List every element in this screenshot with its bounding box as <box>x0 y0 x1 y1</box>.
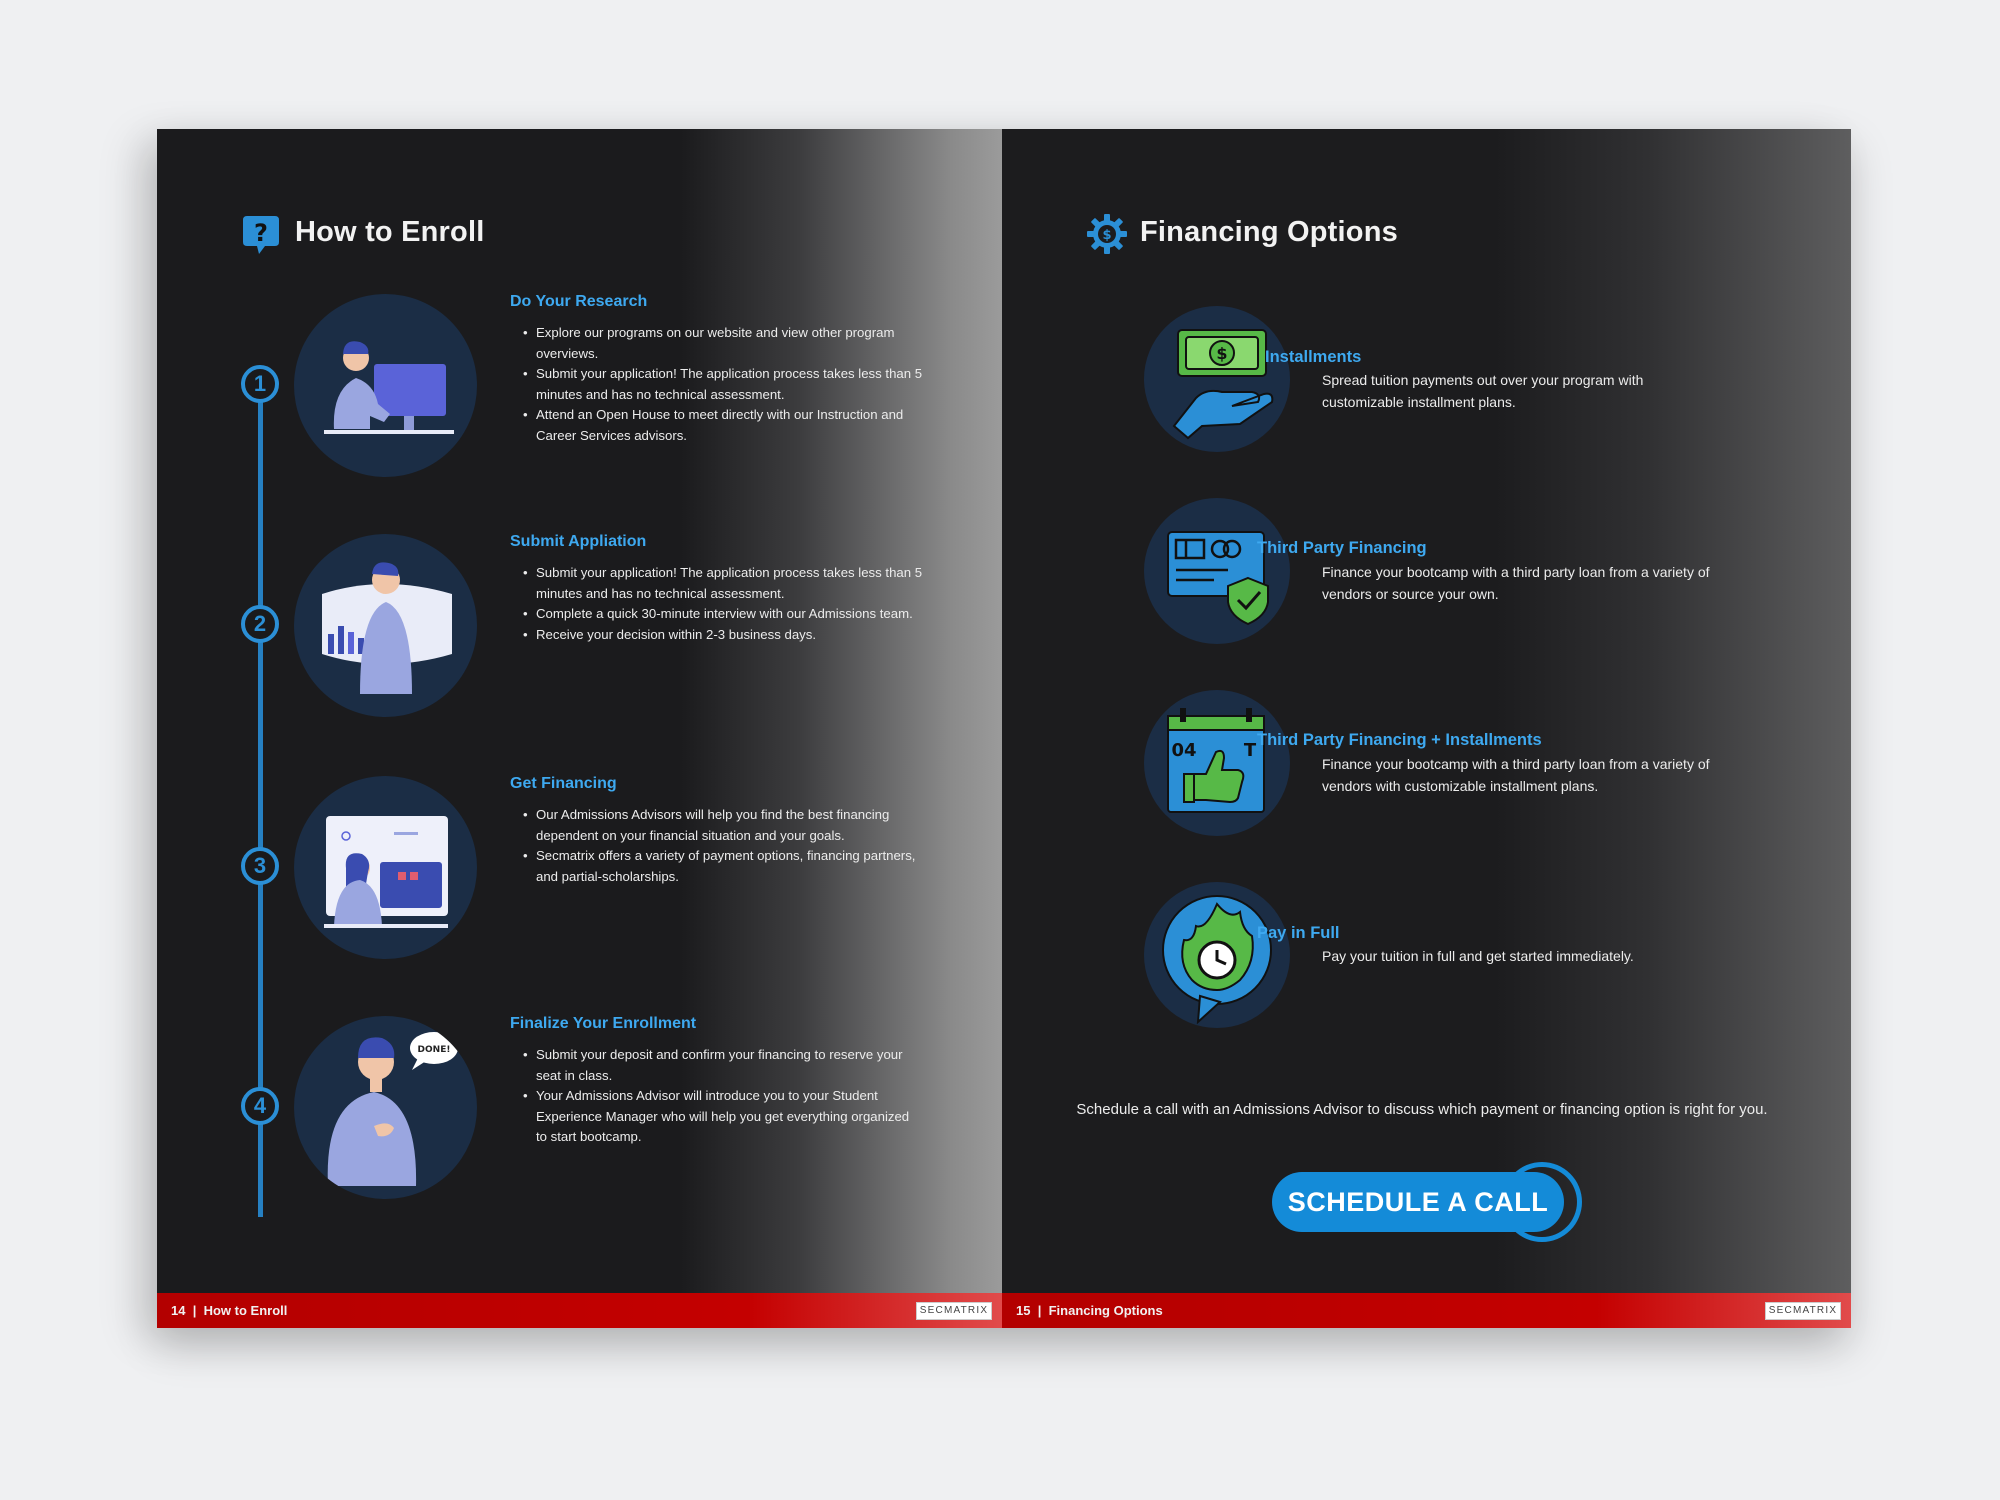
footer-label <box>171 1303 287 1318</box>
page-title: How to Enroll <box>295 216 485 248</box>
option-1-title: Installments <box>1265 348 1362 366</box>
step-3-title: Get Financing <box>510 775 617 792</box>
option-1-desc: Spread tuition payments out over your program with customizable installment plans. <box>1322 372 1644 410</box>
list-item: • Our Admissions Advisors will help you find the best financing dependent on your financial situation and your goals. <box>523 805 923 846</box>
pay-in-full-icon-circle <box>1144 882 1290 1028</box>
footer-separator: | <box>189 1303 200 1318</box>
schedule-call-button[interactable]: SCHEDULE A CALL <box>1272 1172 1564 1232</box>
step-2-title: Submit Appliation <box>510 533 647 550</box>
svg-text:T: T <box>1243 740 1257 761</box>
list-item: • Submit your application! The application process takes less than 5 minutes and has no technical assessment. <box>523 364 923 405</box>
list-item: • Submit your deposit and confirm your financing to reserve your seat in class. <box>523 1045 923 1086</box>
list-item: • Complete a quick 30-minute interview with our Admissions team. <box>523 604 923 625</box>
third-party-icon-circle <box>1144 498 1290 644</box>
list-item: • Explore our programs on our website and view other program overviews. <box>523 323 923 364</box>
calendar-day: 04 <box>1171 740 1197 761</box>
step-number-1: 1 <box>241 365 279 403</box>
footer-separator: | <box>1034 1303 1045 1318</box>
secmatrix-logo: SECMATRIX <box>1765 1302 1841 1320</box>
list-item: • Your Admissions Advisor will introduce you to your Student Experience Manager who will help you get everything organized to start bootcamp. <box>523 1086 923 1148</box>
page-number: 15 <box>1016 1303 1031 1318</box>
speech-bubble-text: DONE! <box>417 1045 451 1055</box>
step-4-bullets <box>523 1045 923 1148</box>
step-number-3: 3 <box>241 847 279 885</box>
footer-section: How to Enroll <box>203 1303 288 1318</box>
page-how-to-enroll <box>157 129 1002 1328</box>
step-1-illustration <box>294 294 477 477</box>
step-1-title: Do Your Research <box>510 293 648 310</box>
svg-text:$: $ <box>1102 228 1112 243</box>
step-2-bullets <box>523 563 923 645</box>
svg-text:$: $ <box>1216 344 1228 363</box>
step-1-bullets <box>523 323 923 446</box>
step-number-2: 2 <box>241 605 279 643</box>
option-3-title: Third Party Financing + Installments <box>1257 731 1542 749</box>
list-item: • Attend an Open House to meet directly with our Instruction and Career Services advisors. <box>523 405 923 446</box>
step-2-illustration <box>294 534 477 717</box>
footer-label <box>1016 1303 1163 1318</box>
step-number-4: 4 <box>241 1087 279 1125</box>
page-footer <box>1002 1293 1851 1328</box>
page-financing-options <box>1002 129 1851 1328</box>
option-4-title: Pay in Full <box>1257 924 1340 942</box>
page-number: 14 <box>171 1303 186 1318</box>
question-bubble-icon <box>241 214 281 256</box>
step-4-title: Finalize Your Enrollment <box>510 1015 697 1032</box>
list-item: • Secmatrix offers a variety of payment options, financing partners, and partial-scholarships. <box>523 846 923 887</box>
third-party-installments-icon-circle <box>1144 690 1290 836</box>
list-item: • Receive your decision within 2-3 business days. <box>523 625 923 646</box>
flame-clock-icon <box>1144 882 1290 1028</box>
brochure-spread <box>157 129 1851 1328</box>
option-2-desc: Finance your bootcamp with a third party loan from a variety of vendors or source your own. <box>1322 564 1710 602</box>
footer-section: Financing Options <box>1048 1303 1163 1318</box>
money-hand-icon <box>1144 306 1290 452</box>
installments-icon-circle <box>1144 306 1290 452</box>
step-4-illustration <box>294 1016 477 1199</box>
option-3-desc: Finance your bootcamp with a third party loan from a variety of vendors with customizable installment plans. <box>1322 756 1710 794</box>
calendar-thumbs-up-icon <box>1144 690 1290 836</box>
credit-card-shield-icon <box>1144 498 1290 644</box>
dollar-gear-icon <box>1086 213 1128 255</box>
option-2-title: Third Party Financing <box>1257 539 1427 557</box>
cta-description: Schedule a call with an Admissions Advisor to discuss which payment or financing option is right for you. <box>1076 1101 1768 1118</box>
page-title: Financing Options <box>1140 216 1398 248</box>
step-3-illustration <box>294 776 477 959</box>
option-4-desc: Pay your tuition in full and get started immediately. <box>1322 948 1634 964</box>
page-footer <box>157 1293 1002 1328</box>
secmatrix-logo: SECMATRIX <box>916 1302 992 1320</box>
list-item: • Submit your application! The application process takes less than 5 minutes and has no technical assessment. <box>523 563 923 604</box>
svg-text:?: ? <box>254 219 268 247</box>
step-3-bullets <box>523 805 923 887</box>
